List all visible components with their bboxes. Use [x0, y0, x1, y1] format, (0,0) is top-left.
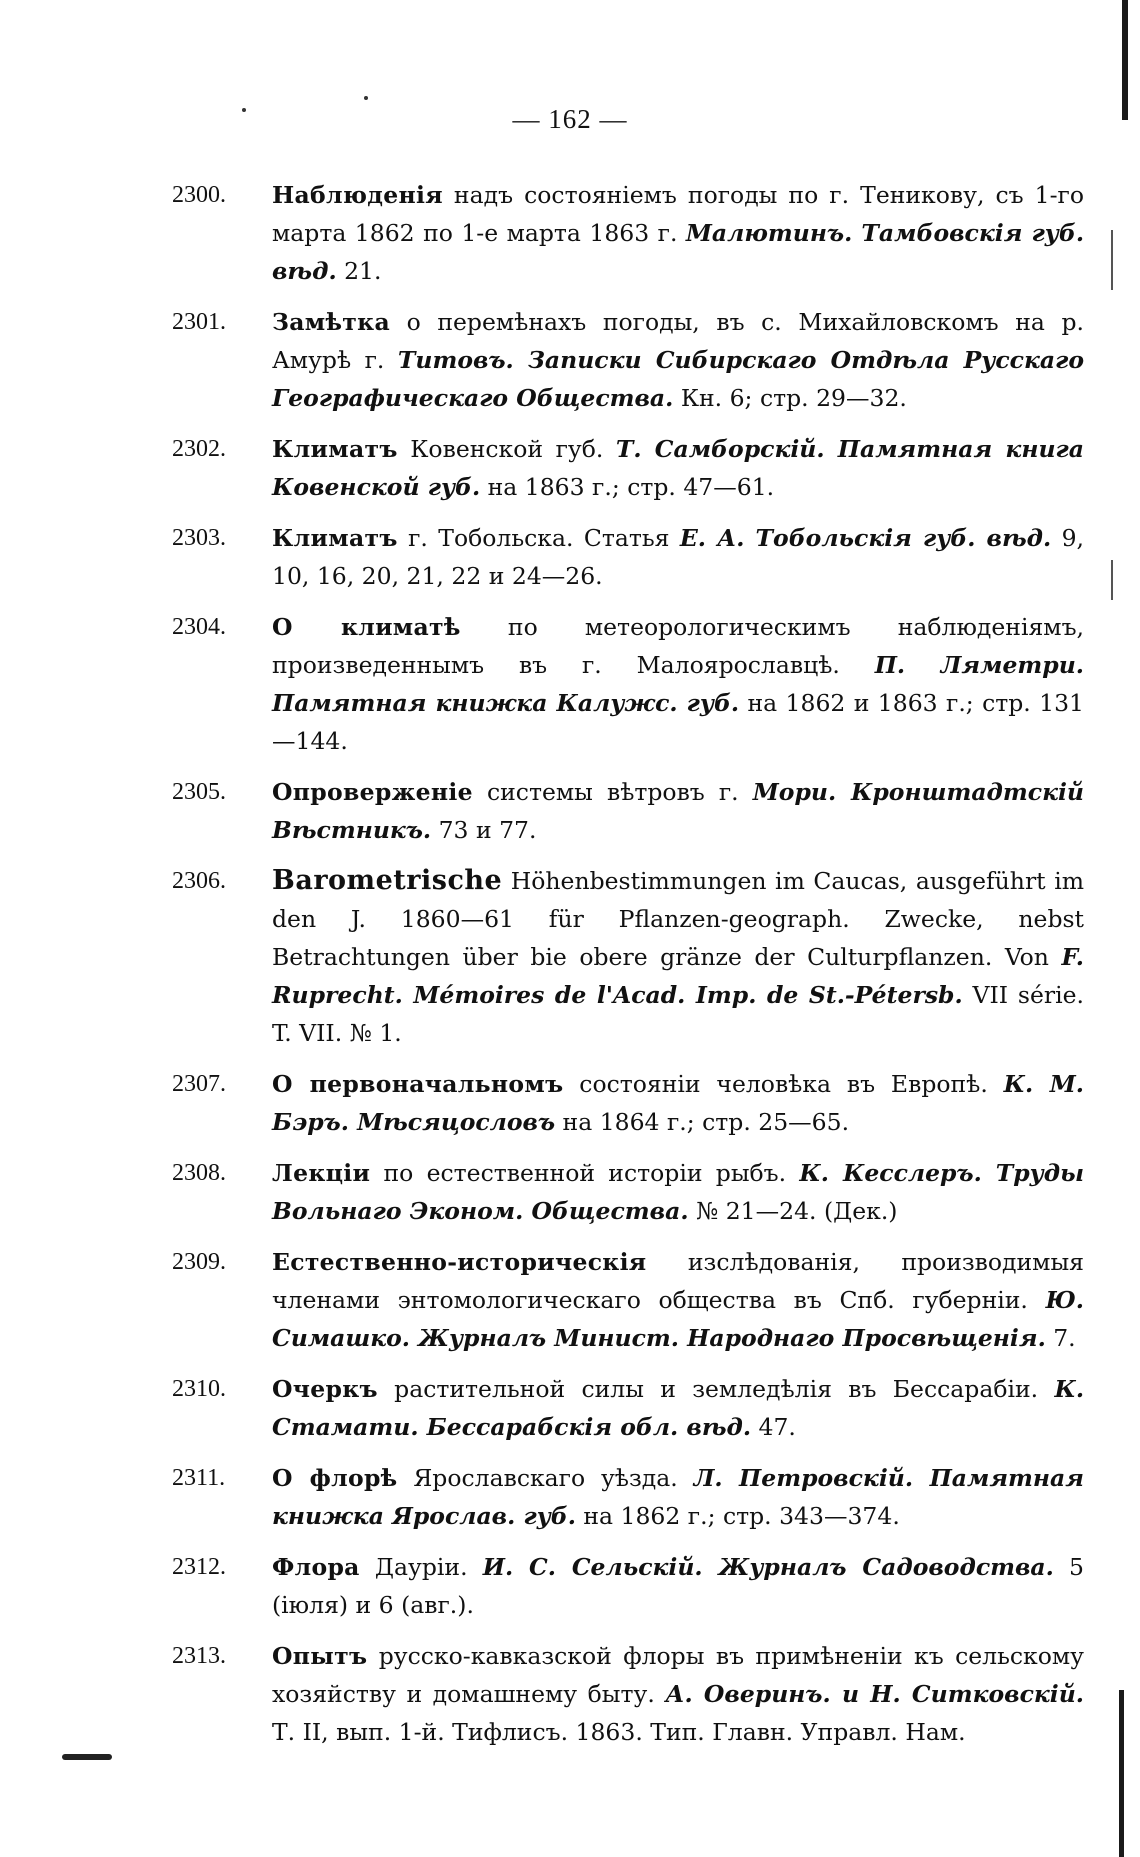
entry-tail: на 1862 г.; стр. 343—374.: [575, 1502, 900, 1530]
entry-body: состояніи человѣка въ Европѣ.: [563, 1070, 1004, 1098]
entry-body: Дауріи.: [359, 1553, 483, 1581]
entry-tail: 7.: [1045, 1324, 1076, 1352]
entry-source: Памятная книжка Калужс. губ.: [272, 689, 740, 717]
entry-body: Ярославскаго уѣзда.: [397, 1464, 694, 1492]
bibliography-entry: [172, 1154, 1084, 1230]
entry-number: 2311.: [172, 1465, 226, 1491]
entry-body: г. Тобольска. Статья: [397, 524, 680, 552]
bibliography-entry: [172, 1637, 1084, 1751]
entry-author: Л. Петровскій.: [693, 1464, 914, 1492]
entry-lead: Замѣтка: [272, 308, 390, 336]
entry-source: Журналъ Садоводства.: [702, 1553, 1054, 1581]
entry-source: Тамбовскія губ. вѣд.: [272, 219, 1084, 285]
entry-author: П. Ляметри.: [874, 651, 1084, 679]
entry-number: 2306.: [172, 868, 226, 894]
entry-body: Ковенской губ.: [397, 435, 616, 463]
entry-body: по метеорологическимъ наблюденіямъ, произведеннымъ въ г. Малоярославцѣ.: [272, 613, 1084, 679]
entry-number: 2301.: [172, 309, 226, 335]
entry-lead: Климатъ: [272, 524, 398, 552]
entry-tail: VII série. T. VII. № 1.: [272, 981, 1084, 1047]
entry-tail: Т. II, вып. 1-й. Тифлисъ. 1863. Тип. Главн. Управл. Нам.: [272, 1718, 966, 1746]
entry-number: 2308.: [172, 1160, 226, 1186]
bibliography-entry: [172, 1459, 1084, 1535]
entry-tail: на 1864 г.; стр. 25—65.: [555, 1108, 850, 1136]
entry-body: по естественной исторіи рыбъ.: [370, 1159, 800, 1187]
bibliography-entry: [172, 303, 1084, 417]
entry-tail: на 1863 г.; стр. 47—61.: [480, 473, 775, 501]
entry-body: о перемѣнахъ погоды, въ с. Михайловскомъ на р. Амурѣ г.: [272, 308, 1084, 374]
entry-number: 2300.: [172, 182, 226, 208]
entry-author: К. Стамати.: [272, 1375, 1084, 1441]
bibliography-entry: [172, 176, 1084, 290]
entry-author: Малютинъ.: [685, 219, 853, 247]
scan-edge-line: [1111, 560, 1113, 600]
bibliography-entry: [172, 1548, 1084, 1624]
entry-number: 2310.: [172, 1376, 226, 1402]
entry-number: 2305.: [172, 779, 226, 805]
entry-body: изслѣдованія, производимыя членами энтомологическаго общества въ Спб. губерніи.: [272, 1248, 1084, 1314]
entry-lead: Наблюденія: [272, 181, 443, 209]
entry-lead: Опытъ: [272, 1642, 368, 1670]
entry-source: Журналъ Минист. Народнаго Просвѣщенія.: [409, 1324, 1046, 1352]
entry-tail: № 21—24. (Дек.): [688, 1197, 898, 1225]
entry-body: системы вѣтровъ г.: [472, 778, 753, 806]
entry-tail: 73 и 77.: [431, 816, 537, 844]
ink-smudge: [62, 1754, 112, 1760]
entry-number: 2307.: [172, 1071, 226, 1097]
entry-number: 2304.: [172, 614, 226, 640]
bibliography-entry: [172, 1370, 1084, 1446]
entry-tail: 47.: [751, 1413, 796, 1441]
entry-tail: 5 (іюля) и 6 (авг.).: [272, 1553, 1084, 1619]
entry-number: 2302.: [172, 436, 226, 462]
bibliography-entry: [172, 773, 1084, 849]
entry-number: 2313.: [172, 1643, 226, 1669]
entry-source: Записки Сибирскаго Отдѣла Русскаго Географическаго Общества.: [272, 346, 1085, 412]
entry-body: Höhenbestimmungen im Caucas, ausgeführt im den J. 1860—61 für Pflanzen-geograph. Zwecke, nebst Betrachtungen über bie obere gränze der Culturpflanzen. Von: [272, 867, 1084, 971]
entry-author: Е. А.: [679, 524, 745, 552]
bibliography-entry: [172, 1065, 1084, 1141]
margin-dot: [364, 96, 368, 100]
entry-author: Ю. Симашко.: [272, 1286, 1084, 1352]
entry-lead: Barometrische: [272, 865, 503, 896]
bibliography-entry: [172, 519, 1084, 595]
entry-author: Т. Самборскій.: [615, 435, 825, 463]
scan-edge-line: [1122, 0, 1128, 120]
entry-body: надъ состояніемъ погоды по г. Теникову, съ 1-го марта 1862 по 1-е марта 1863 г.: [272, 181, 1084, 247]
entry-author: Мори.: [752, 778, 837, 806]
entry-lead: О климатѣ: [272, 613, 461, 641]
entry-body: растительной силы и земледѣлія въ Бессарабіи.: [377, 1375, 1055, 1403]
entry-author: И. С. Сельскій.: [482, 1553, 703, 1581]
entry-lead: О первоначальномъ: [272, 1070, 564, 1098]
entry-author: А. Оверинъ. и Н. Ситковскій.: [665, 1680, 1084, 1708]
scan-edge-line: [1119, 1690, 1124, 1857]
entry-lead: Флора: [272, 1553, 360, 1581]
bibliography-entry: [172, 430, 1084, 506]
bibliography-entry: [172, 862, 1084, 1052]
entry-tail: Кн. 6; стр. 29—32.: [673, 384, 907, 412]
entry-source: Кронштадтскій Вѣстникъ.: [272, 778, 1084, 844]
entry-source: Памятная книга Ковенской губ.: [272, 435, 1084, 501]
bibliography-list: [172, 176, 1084, 1764]
entry-lead: Лекціи: [272, 1159, 371, 1187]
entry-lead: Естественно-историческія: [272, 1248, 647, 1276]
entry-lead: Очеркъ: [272, 1375, 378, 1403]
entry-tail: 9, 10, 16, 20, 21, 22 и 24—26.: [272, 524, 1084, 590]
bibliography-entry: [172, 1243, 1084, 1357]
entry-lead: Климатъ: [272, 435, 398, 463]
scan-edge-line: [1111, 230, 1113, 290]
page-header: — 162 —: [512, 104, 628, 134]
entry-source: Тобольскія губ. вѣд.: [744, 524, 1052, 552]
entry-author: К. М. Бэръ.: [272, 1070, 1084, 1136]
bibliography-entry: [172, 608, 1084, 760]
entry-author: Титовъ.: [397, 346, 514, 374]
entry-source: Mémoires de l'Acad. Imp. de St.-Pétersb.: [402, 981, 963, 1009]
entry-lead: Опроверженіе: [272, 778, 473, 806]
entry-tail: на 1862 и 1863 г.; стр. 131—144.: [272, 689, 1085, 755]
entry-author: F. Ruprecht.: [272, 943, 1084, 1009]
entry-source: Мѣсяцословъ: [348, 1108, 556, 1136]
entry-source: Бессарабскія обл. вѣд.: [418, 1413, 752, 1441]
entry-tail: 21.: [336, 257, 382, 285]
entry-number: 2303.: [172, 525, 226, 551]
entry-body: русско-кавказской флоры въ примѣненіи къ сельскому хозяйству и домашнему быту.: [272, 1642, 1084, 1708]
entry-number: 2312.: [172, 1554, 226, 1580]
entry-number: 2309.: [172, 1249, 226, 1275]
entry-source: Труды Вольнаго Эконом. Общества.: [272, 1159, 1084, 1225]
entry-author: К. Кесслеръ.: [799, 1159, 982, 1187]
entry-lead: О флорѣ: [272, 1464, 398, 1492]
entry-source: Памятная книжка Ярослав. губ.: [272, 1464, 1084, 1530]
